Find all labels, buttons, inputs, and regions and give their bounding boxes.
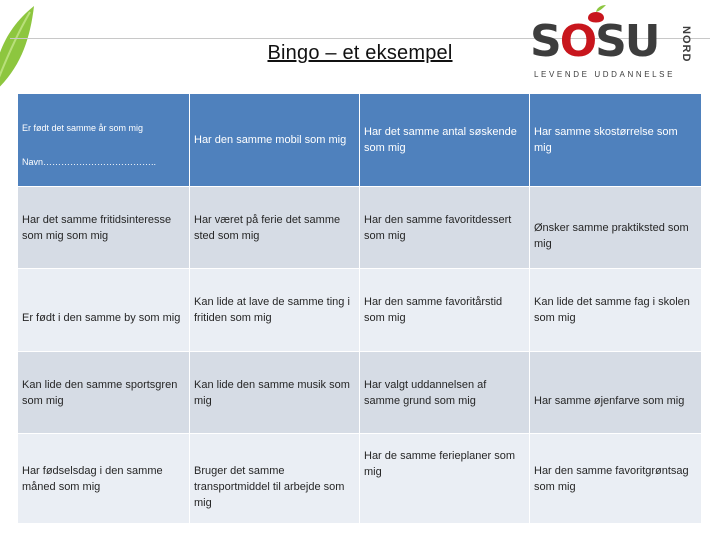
bingo-cell-r2-c0 [18, 269, 190, 352]
bingo-cell-text: Har den samme favoritårstid som mig [364, 296, 503, 324]
bingo-cell-main-text: Er født det samme år som mig [22, 123, 144, 133]
name-line: Navn……………………………….. [22, 157, 157, 167]
bingo-cell-text: Er født i den samme by som mig [22, 312, 181, 324]
bingo-cell-r1-c0 [18, 187, 190, 269]
bingo-cell-r1-c2 [360, 187, 530, 269]
bingo-cell-text: Har været på ferie det samme sted som mig [194, 213, 341, 242]
bingo-cell-r4-c1 [190, 434, 360, 524]
sosu-logo [528, 6, 718, 84]
bingo-cell-r1-c3 [530, 187, 702, 269]
bingo-cell-r4-c0 [18, 434, 190, 524]
bingo-cell-r0-c0 [18, 94, 190, 187]
bingo-cell-text: Har samme skostørrelse som mig [534, 126, 678, 154]
bingo-cell-text: Har samme øjenfarve som mig [534, 394, 685, 407]
page-title: Bingo – et eksempel [267, 42, 453, 64]
bingo-cell-text: Har det samme fritidsinteresse som mig som mig [22, 213, 172, 242]
bingo-cell-text: Kan lide den samme musik som mig [194, 378, 350, 407]
bingo-cell-r0-c2 [360, 94, 530, 187]
bingo-cell-text: Har den samme mobil som mig [194, 134, 347, 146]
logo-side-text: NORD [680, 26, 692, 63]
bingo-cell-r4-c2 [360, 434, 530, 524]
bingo-cell-r3-c2 [360, 352, 530, 434]
bingo-cell-r3-c0 [18, 352, 190, 434]
logo-letter-o: O [559, 16, 596, 67]
logo-tagline: LEVENDE UDDANNELSE [534, 70, 676, 79]
bingo-cell-text: Bruger det samme transportmiddel til arbejde som mig [194, 464, 345, 509]
bingo-cell-text: Har fødselsdag i den samme måned som mig [22, 464, 163, 493]
bingo-cell-text: Kan lide den samme sportsgren som mig [22, 378, 178, 407]
bingo-cell-text: Ønsker samme praktiksted som mig [534, 221, 689, 250]
bingo-cell-text: Kan lide det samme fag i skolen som mig [534, 296, 690, 324]
bingo-cell-r3-c3 [530, 352, 702, 434]
bingo-grid [18, 94, 702, 524]
bingo-cell-text: Kan lide at lave de samme ting i fritiden som mig [194, 296, 350, 324]
bingo-cell-r1-c1 [190, 187, 360, 269]
bingo-cell-r2-c1 [190, 269, 360, 352]
bingo-cell-r4-c3 [530, 434, 702, 524]
bingo-cell-text: Har den samme favoritdessert som mig [364, 213, 512, 242]
bingo-cell-text: Har de samme ferieplaner som mig [364, 450, 516, 478]
logo-wordmark [530, 18, 659, 66]
logo-letter-s: S [530, 16, 560, 67]
bingo-cell-r3-c1 [190, 352, 360, 434]
bingo-cell-r2-c3 [530, 269, 702, 352]
bingo-cell-text: Har valgt uddannelsen af samme grund som mig [364, 378, 487, 407]
bingo-cell-r0-c3 [530, 94, 702, 187]
bingo-cell-r2-c2 [360, 269, 530, 352]
bingo-cell-text: Har den samme favoritgrøntsag som mig [534, 464, 689, 493]
logo-letters-su: SU [595, 16, 659, 67]
bingo-cell-text: Har det samme antal søskende som mig [364, 126, 517, 154]
bingo-cell-r0-c1 [190, 94, 360, 187]
